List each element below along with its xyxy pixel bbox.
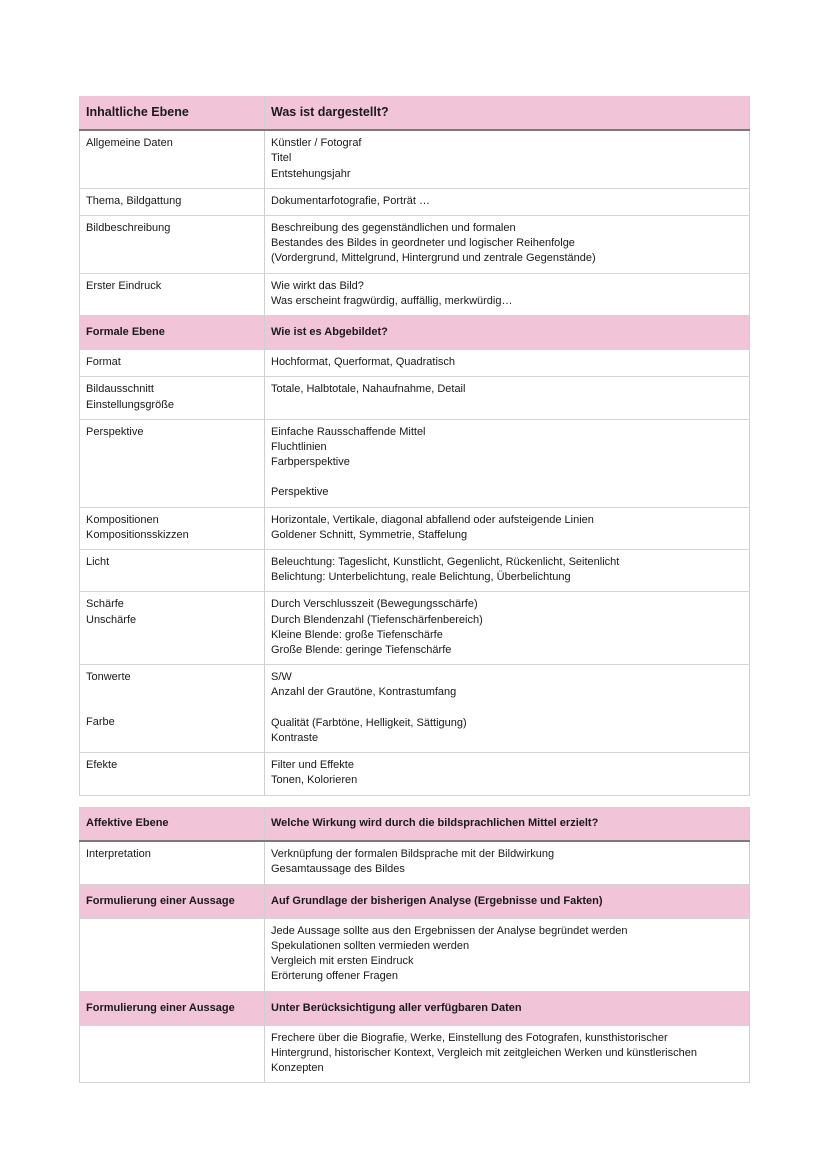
- row-content-line: Was erscheint fragwürdig, auffällig, merkwürdig…: [271, 294, 513, 307]
- row-label-line: [86, 685, 258, 700]
- row-label-line: Kompositionsskizzen: [86, 528, 189, 541]
- row-label-line: Erster Eindruck: [86, 279, 162, 292]
- row-content-line: Farbperspektive: [271, 456, 350, 469]
- row-label-cell: [80, 130, 265, 188]
- row-label-line: [86, 1031, 258, 1046]
- row-content-line: Tonen, Kolorieren: [271, 774, 358, 787]
- header-line: Unter Berücksichtigung aller verfügbaren Daten: [271, 1001, 522, 1014]
- row-content-cell: [265, 550, 750, 592]
- row-label-line: Kompositionen: [86, 513, 159, 526]
- table-row: [80, 592, 750, 665]
- row-content-line: Hintergrund, historischer Kontext, Vergleich mit zeitgleichen Werken und künstlerischen: [271, 1047, 697, 1060]
- table-row: [80, 130, 750, 188]
- row-content-line: Perspektive: [271, 486, 329, 499]
- row-content-cell: [265, 273, 750, 315]
- row-content-line: Horizontale, Vertikale, diagonal abfallend oder aufsteigende Linien: [271, 513, 594, 526]
- row-content-line: Wie wirkt das Bild?: [271, 279, 364, 292]
- row-content-cell: [265, 1025, 750, 1083]
- section-header-row: [80, 991, 750, 1025]
- table-row: [80, 188, 750, 215]
- row-content-line: Bestandes des Bildes in geordneter und logischer Reihenfolge: [271, 237, 575, 250]
- section-header-row: [80, 807, 750, 841]
- section-header-label: Formulierung einer Aussage: [80, 991, 265, 1025]
- row-content-line: Dokumentarfotografie, Porträt …: [271, 194, 430, 207]
- section-header-label: Formulierung einer Aussage: [80, 884, 265, 918]
- table-row: [80, 273, 750, 315]
- table-row: [80, 550, 750, 592]
- row-content-cell: [265, 918, 750, 991]
- row-content-line: [271, 701, 743, 716]
- row-label-line: Tonwerte: [86, 671, 131, 684]
- section-header-question: [265, 96, 750, 130]
- row-content-cell: [265, 419, 750, 507]
- row-label-line: Interpretation: [86, 848, 151, 861]
- row-content-line: Kontraste: [271, 731, 319, 744]
- row-label-cell: [80, 377, 265, 419]
- row-content-line: Filter und Effekte: [271, 759, 354, 772]
- row-content-line: Titel: [271, 152, 292, 165]
- row-label-line: [86, 700, 258, 715]
- row-content-cell: [265, 665, 750, 753]
- row-content-line: Große Blende: geringe Tiefenschärfe: [271, 644, 452, 657]
- row-content-line: Belichtung: Unterbelichtung, reale Belichtung, Überbelichtung: [271, 571, 571, 584]
- row-content-line: Durch Verschlusszeit (Bewegungsschärfe): [271, 598, 478, 611]
- table-row: [80, 1025, 750, 1083]
- section-header-question: [265, 807, 750, 841]
- row-content-cell: [265, 377, 750, 419]
- section-header-question: [265, 316, 750, 350]
- row-content-cell: [265, 350, 750, 377]
- table-row: [80, 350, 750, 377]
- table-row: [80, 841, 750, 884]
- row-content-line: Verknüpfung der formalen Bildsprache mit der Bildwirkung: [271, 848, 555, 861]
- row-content-line: Hochformat, Querformat, Quadratisch: [271, 356, 456, 369]
- row-content-line: Totale, Halbtotale, Nahaufnahme, Detail: [271, 383, 466, 396]
- row-label-line: [86, 924, 258, 939]
- row-content-line: Anzahl der Grautöne, Kontrastumfang: [271, 686, 457, 699]
- row-content-line: Qualität (Farbtöne, Helligkeit, Sättigung): [271, 716, 467, 729]
- row-content-line: Erörterung offener Fragen: [271, 970, 398, 983]
- section-header-row: [80, 316, 750, 350]
- table-row: [80, 377, 750, 419]
- row-content-line: Goldener Schnitt, Symmetrie, Staffelung: [271, 528, 468, 541]
- row-label-cell: [80, 550, 265, 592]
- row-label-cell: [80, 419, 265, 507]
- row-content-line: Spekulationen sollten vermieden werden: [271, 940, 470, 953]
- row-content-cell: [265, 188, 750, 215]
- row-label-cell: [80, 188, 265, 215]
- row-content-cell: [265, 216, 750, 274]
- row-label-line: Format: [86, 356, 121, 369]
- row-label-line: Thema, Bildgattung: [86, 194, 182, 207]
- row-label-cell: [80, 507, 265, 549]
- header-line: Welche Wirkung wird durch die bildsprachlichen Mittel erzielt?: [271, 817, 599, 829]
- row-content-line: Fluchtlinien: [271, 441, 327, 454]
- row-content-line: [271, 470, 743, 485]
- row-label-line: Einstellungsgröße: [86, 398, 175, 411]
- row-label-line: Allgemeine Daten: [86, 137, 173, 150]
- row-label-cell: [80, 216, 265, 274]
- row-content-line: (Vordergrund, Mittelgrund, Hintergrund und zentrale Gegenstände): [271, 252, 596, 265]
- row-label-line: Bildausschnitt: [86, 383, 154, 396]
- row-label-line: Farbe: [86, 716, 115, 729]
- table-row: [80, 216, 750, 274]
- row-content-line: Beleuchtung: Tageslicht, Kunstlicht, Gegenlicht, Rückenlicht, Seitenlicht: [271, 556, 620, 569]
- row-content-line: Künstler / Fotograf: [271, 137, 362, 150]
- row-content-line: Konzepten: [271, 1062, 324, 1075]
- section-header-label: Affektive Ebene: [80, 807, 265, 841]
- row-content-line: Frechere über die Biografie, Werke, Einstellung des Fotografen, kunsthistorischer: [271, 1031, 668, 1044]
- analysis-table-affective: [79, 807, 750, 1083]
- table-row: [80, 665, 750, 753]
- section-header-label: Formale Ebene: [80, 316, 265, 350]
- row-content-cell: [265, 130, 750, 188]
- section-header-question: [265, 884, 750, 918]
- row-content-line: Gesamtaussage des Bildes: [271, 863, 405, 876]
- row-content-line: Kleine Blende: große Tiefenschärfe: [271, 628, 443, 641]
- row-label-cell: [80, 841, 265, 884]
- row-content-line: Durch Blendenzahl (Tiefenschärfenbereich): [271, 613, 483, 626]
- table-row: [80, 419, 750, 507]
- row-label-line: Efekte: [86, 759, 118, 772]
- row-content-cell: [265, 592, 750, 665]
- analysis-table-content-form: [79, 96, 750, 796]
- row-label-cell: [80, 1025, 265, 1083]
- row-content-line: Jede Aussage sollte aus den Ergebnissen der Analyse begründet werden: [271, 924, 628, 937]
- row-label-line: Schärfe: [86, 598, 124, 611]
- header-line: Was ist dargestellt?: [271, 105, 389, 119]
- row-label-cell: [80, 665, 265, 753]
- section-header-row: [80, 96, 750, 130]
- row-content-cell: [265, 753, 750, 795]
- row-label-cell: [80, 592, 265, 665]
- row-content-cell: [265, 507, 750, 549]
- header-line: Auf Grundlage der bisherigen Analyse (Ergebnisse und Fakten): [271, 894, 603, 907]
- row-content-line: Beschreibung des gegenständlichen und formalen: [271, 222, 516, 235]
- row-content-line: Entstehungsjahr: [271, 167, 351, 180]
- table-row: [80, 918, 750, 991]
- row-label-line: Unschärfe: [86, 613, 137, 626]
- row-content-line: S/W: [271, 671, 292, 684]
- row-content-line: Einfache Rausschaffende Mittel: [271, 425, 426, 438]
- row-label-cell: [80, 753, 265, 795]
- table-row: [80, 753, 750, 795]
- row-label-line: Bildbeschreibung: [86, 222, 171, 235]
- section-header-label: Inhaltliche Ebene: [80, 96, 265, 130]
- section-header-row: [80, 884, 750, 918]
- table-row: [80, 507, 750, 549]
- row-label-cell: [80, 273, 265, 315]
- row-label-cell: [80, 350, 265, 377]
- header-line: Wie ist es Abgebildet?: [271, 326, 388, 339]
- section-header-question: [265, 991, 750, 1025]
- row-label-cell: [80, 918, 265, 991]
- row-label-line: Perspektive: [86, 425, 144, 438]
- row-label-line: Licht: [86, 556, 110, 569]
- row-content-cell: [265, 841, 750, 884]
- row-content-line: Vergleich mit ersten Eindruck: [271, 955, 414, 968]
